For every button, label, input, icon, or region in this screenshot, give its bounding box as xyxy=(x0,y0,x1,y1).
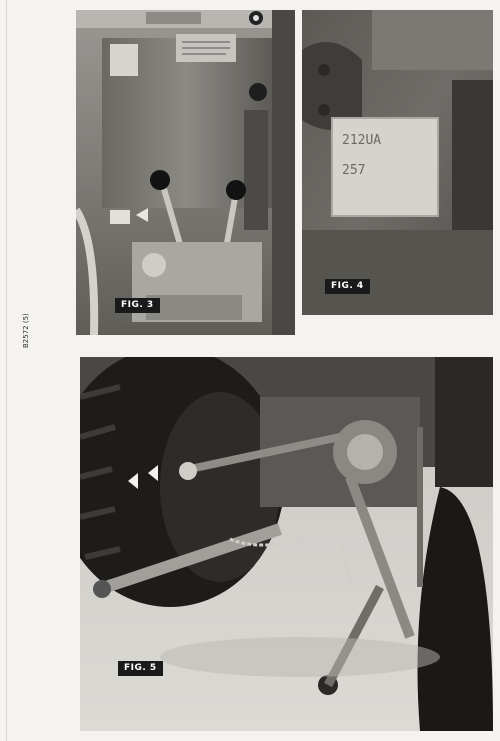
serial-plate-line-2: 257 xyxy=(342,163,366,178)
figure-4-photo xyxy=(302,10,493,315)
scan-edge-line xyxy=(6,0,7,741)
serial-plate-line-1: 212UA xyxy=(342,133,382,148)
figure-4-image xyxy=(302,10,493,315)
figure-4-label: FIG. 4 xyxy=(325,279,370,294)
figure-5-label: FIG. 5 xyxy=(118,661,163,676)
figure-3-label: FIG. 3 xyxy=(115,298,160,313)
document-code: B2572 (5) xyxy=(22,313,30,348)
figure-3-photo xyxy=(76,10,295,335)
figure-3-image xyxy=(76,10,295,335)
